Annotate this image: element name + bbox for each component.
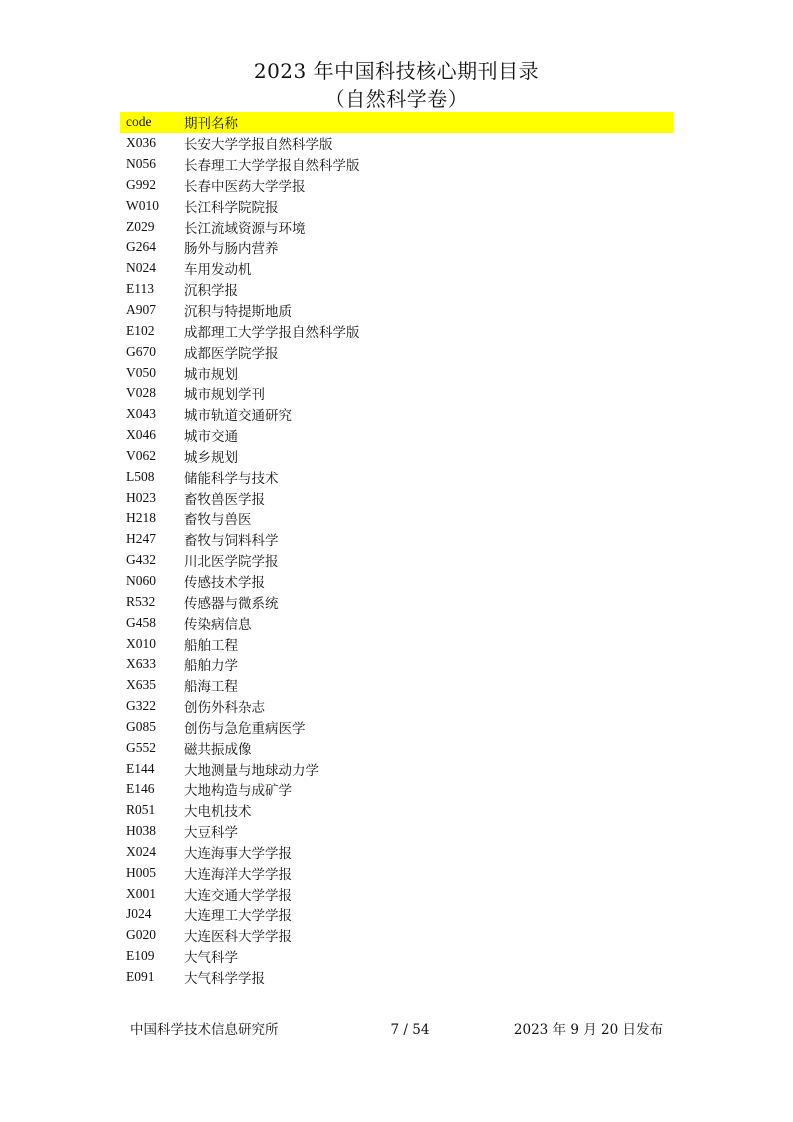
journal-code: G992 bbox=[126, 176, 156, 192]
journal-code: E109 bbox=[126, 948, 155, 964]
table-row bbox=[120, 550, 673, 571]
table-row bbox=[120, 967, 673, 988]
table-row bbox=[120, 383, 673, 404]
journal-code: H023 bbox=[126, 489, 156, 505]
journal-name: 大电机技术 bbox=[184, 804, 252, 821]
journal-code: A907 bbox=[126, 302, 156, 318]
table-row bbox=[120, 466, 673, 487]
journal-code: H218 bbox=[126, 510, 156, 526]
table-row bbox=[120, 591, 673, 612]
table-row bbox=[120, 154, 673, 175]
table-row bbox=[120, 571, 673, 592]
journal-name: 沉积学报 bbox=[184, 283, 238, 300]
journal-code: N060 bbox=[126, 572, 156, 588]
journal-name: 畜牧兽医学报 bbox=[184, 491, 265, 508]
journal-name: 畜牧与兽医 bbox=[184, 512, 252, 529]
table-row bbox=[120, 779, 673, 800]
journal-name: 车用发动机 bbox=[184, 262, 252, 279]
journal-code: E102 bbox=[126, 322, 155, 338]
journal-name: 大豆科学 bbox=[184, 825, 238, 842]
journal-code: X024 bbox=[126, 843, 156, 859]
journal-name: 长江流域资源与环境 bbox=[184, 220, 306, 237]
table-row bbox=[120, 800, 673, 821]
journal-name: 沉积与特提斯地质 bbox=[184, 304, 292, 321]
table-row bbox=[120, 737, 673, 758]
journal-code: H005 bbox=[126, 864, 156, 880]
journal-code: V028 bbox=[126, 385, 156, 401]
journal-name: 大气科学 bbox=[184, 950, 238, 967]
table-row bbox=[120, 487, 673, 508]
journal-code: V062 bbox=[126, 447, 156, 463]
journal-name: 长安大学学报自然科学版 bbox=[184, 137, 333, 154]
table-row bbox=[120, 133, 673, 154]
column-header-name: 期刊名称 bbox=[184, 116, 238, 133]
table-body bbox=[120, 133, 673, 988]
table-row bbox=[120, 842, 673, 863]
table-row bbox=[120, 925, 673, 946]
table-row bbox=[120, 946, 673, 967]
journal-name: 长春理工大学学报自然科学版 bbox=[184, 158, 360, 175]
journal-code: X633 bbox=[126, 656, 156, 672]
journal-name: 长江科学院院报 bbox=[184, 199, 279, 216]
journal-code: G020 bbox=[126, 927, 156, 943]
journal-name: 创伤与急危重病医学 bbox=[184, 720, 306, 737]
table-row bbox=[120, 300, 673, 321]
journal-code: X043 bbox=[126, 406, 156, 422]
journal-code: G085 bbox=[126, 718, 156, 734]
table-row bbox=[120, 175, 673, 196]
table-row bbox=[120, 821, 673, 842]
journal-code: G670 bbox=[126, 343, 156, 359]
journal-code: W010 bbox=[126, 197, 159, 213]
table-header bbox=[120, 112, 673, 133]
journal-name: 传感技术学报 bbox=[184, 574, 265, 591]
journal-name: 船舶力学 bbox=[184, 658, 238, 675]
journal-code: G458 bbox=[126, 614, 156, 630]
table-row bbox=[120, 654, 673, 675]
table-row bbox=[120, 904, 673, 925]
journal-code: L508 bbox=[126, 468, 155, 484]
journal-code: E146 bbox=[126, 781, 155, 797]
journal-name: 畜牧与饲料科学 bbox=[184, 533, 279, 550]
journal-code: E113 bbox=[126, 281, 154, 297]
journal-table bbox=[120, 112, 673, 987]
journal-code: Z029 bbox=[126, 218, 155, 234]
journal-name: 大连医科大学学报 bbox=[184, 929, 292, 946]
journal-code: E144 bbox=[126, 760, 155, 776]
journal-name: 川北医学院学报 bbox=[184, 554, 279, 571]
table-row bbox=[120, 675, 673, 696]
journal-code: G432 bbox=[126, 552, 156, 568]
journal-name: 肠外与肠内营养 bbox=[184, 241, 279, 258]
journal-name: 大连海事大学学报 bbox=[184, 845, 292, 862]
journal-code: X635 bbox=[126, 677, 156, 693]
journal-name: 船舶工程 bbox=[184, 637, 238, 654]
journal-code: E091 bbox=[126, 969, 155, 985]
journal-code: X010 bbox=[126, 635, 156, 651]
journal-code: N056 bbox=[126, 156, 156, 172]
table-row bbox=[120, 362, 673, 383]
table-row bbox=[120, 404, 673, 425]
journal-code: H247 bbox=[126, 531, 156, 547]
footer-page-number: 7 / 54 bbox=[390, 1022, 430, 1038]
column-header-code: code bbox=[126, 114, 152, 130]
table-row bbox=[120, 612, 673, 633]
table-row bbox=[120, 862, 673, 883]
journal-name: 磁共振成像 bbox=[184, 741, 252, 758]
page-subtitle: （自然科学卷） bbox=[324, 87, 469, 111]
table-row bbox=[120, 237, 673, 258]
journal-code: X046 bbox=[126, 427, 156, 443]
table-row bbox=[120, 758, 673, 779]
journal-code: J024 bbox=[126, 906, 152, 922]
journal-name: 城市规划学刊 bbox=[184, 387, 265, 404]
journal-name: 大地测量与地球动力学 bbox=[184, 762, 319, 779]
table-row bbox=[120, 425, 673, 446]
journal-code: R532 bbox=[126, 593, 156, 609]
journal-name: 创伤外科杂志 bbox=[184, 700, 265, 717]
journal-code: G264 bbox=[126, 239, 156, 255]
journal-code: V050 bbox=[126, 364, 156, 380]
journal-name: 传感器与微系统 bbox=[184, 595, 279, 612]
journal-name: 城市交通 bbox=[184, 429, 238, 446]
journal-name: 成都理工大学学报自然科学版 bbox=[184, 324, 360, 341]
journal-code: X036 bbox=[126, 135, 156, 151]
table-row bbox=[120, 216, 673, 237]
journal-name: 船海工程 bbox=[184, 679, 238, 696]
table-row bbox=[120, 633, 673, 654]
journal-code: R051 bbox=[126, 802, 156, 818]
table-row bbox=[120, 716, 673, 737]
table-row bbox=[120, 696, 673, 717]
journal-code: G322 bbox=[126, 698, 156, 714]
journal-code: N024 bbox=[126, 260, 156, 276]
table-row bbox=[120, 529, 673, 550]
table-row bbox=[120, 446, 673, 467]
journal-name: 城市轨道交通研究 bbox=[184, 408, 292, 425]
table-row bbox=[120, 195, 673, 216]
journal-name: 城市规划 bbox=[184, 366, 238, 383]
journal-code: H038 bbox=[126, 823, 156, 839]
journal-name: 传染病信息 bbox=[184, 616, 252, 633]
table-row bbox=[120, 508, 673, 529]
table-row bbox=[120, 258, 673, 279]
footer-publisher: 中国科学技术信息研究所 bbox=[130, 1022, 279, 1038]
table-row bbox=[120, 341, 673, 362]
table-row bbox=[120, 883, 673, 904]
journal-name: 成都医学院学报 bbox=[184, 345, 279, 362]
journal-name: 大连海洋大学学报 bbox=[184, 866, 292, 883]
journal-name: 大连交通大学学报 bbox=[184, 887, 292, 904]
journal-code: X001 bbox=[126, 885, 156, 901]
table-row bbox=[120, 279, 673, 300]
footer-date: 2023 年 9 月 20 日发布 bbox=[513, 1022, 663, 1038]
journal-name: 城乡规划 bbox=[184, 449, 238, 466]
journal-code: G552 bbox=[126, 739, 156, 755]
journal-name: 大地构造与成矿学 bbox=[184, 783, 292, 800]
journal-name: 大连理工大学学报 bbox=[184, 908, 292, 925]
page-title: 2023 年中国科技核心期刊目录 bbox=[253, 59, 540, 83]
journal-name: 大气科学学报 bbox=[184, 971, 265, 988]
journal-name: 长春中医药大学学报 bbox=[184, 178, 306, 195]
table-row bbox=[120, 320, 673, 341]
journal-name: 储能科学与技术 bbox=[184, 470, 279, 487]
